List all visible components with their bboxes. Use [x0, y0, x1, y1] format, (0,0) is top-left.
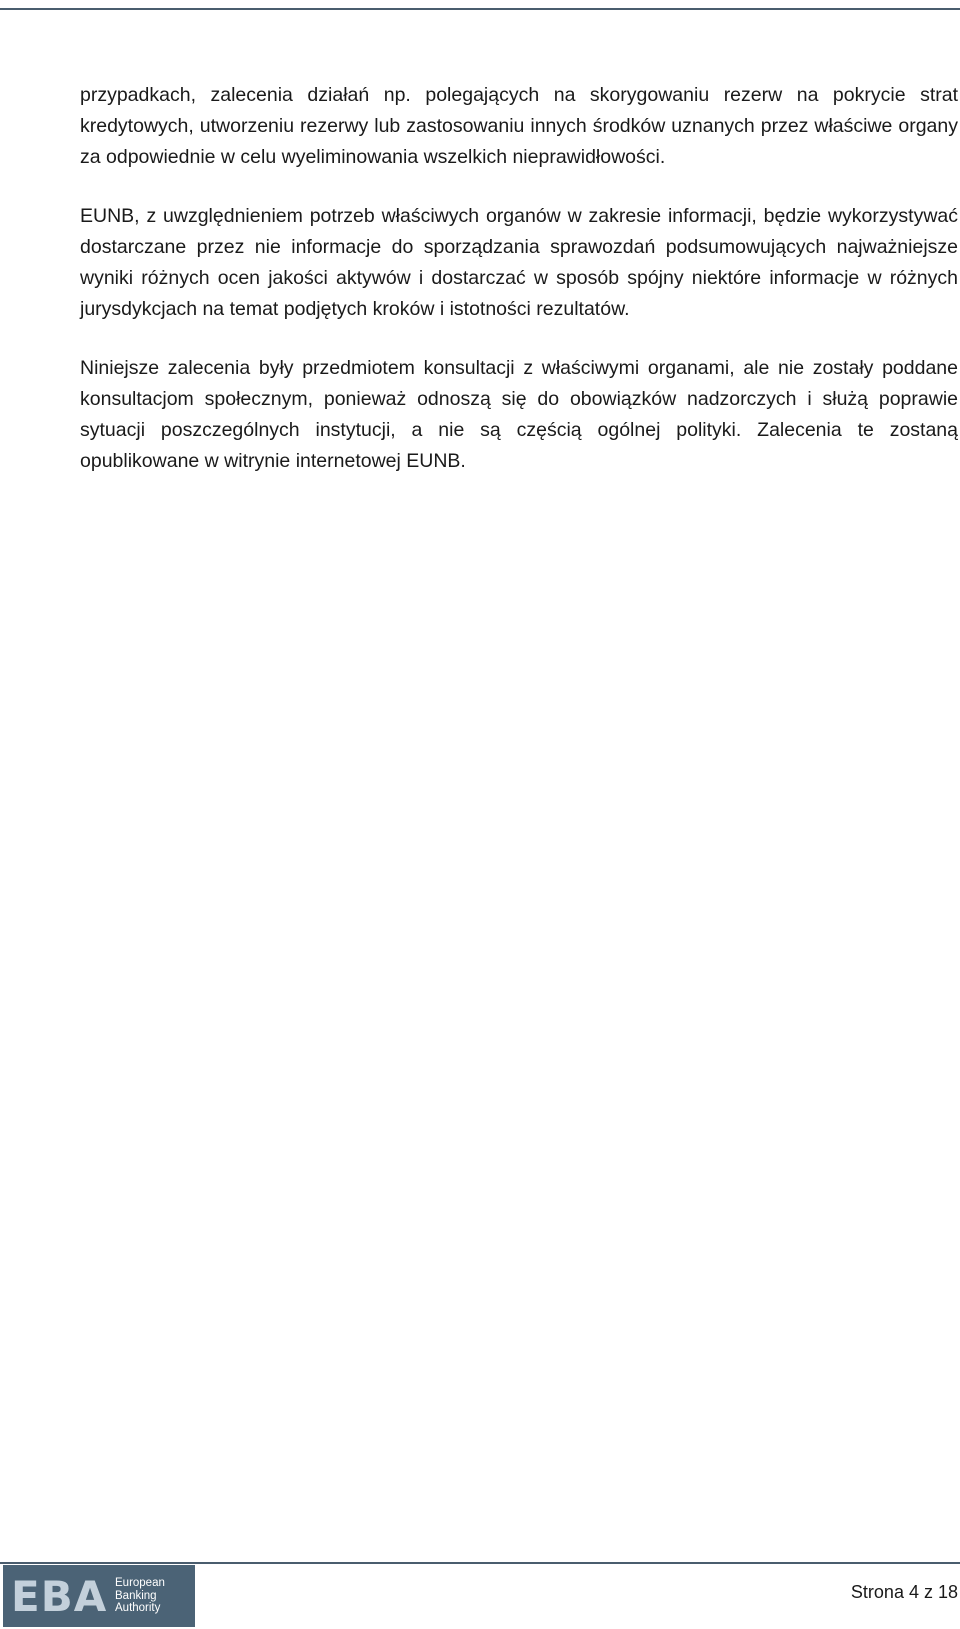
document-body: [80, 80, 958, 505]
page-number: Strona 4 z 18: [850, 1582, 958, 1602]
footer-rule: [0, 1562, 960, 1564]
eba-logo-wordmark: [115, 1577, 165, 1615]
eba-logo-letters: EBA: [11, 1571, 108, 1621]
paragraph-1: przypadkach, zalecenia działań np. polegających na skorygowaniu rezerw na pokrycie strat kredytowych, utworzeniu rezerwy lub zastosowaniu innych środków uznanych przez właściwe organy za odpowiednie w celu wyeliminowania wszelkich nieprawidłowości.: [80, 84, 958, 168]
header-rule: [0, 8, 960, 10]
eba-logo-line-1: European: [115, 1577, 165, 1590]
paragraph-3: Niniejsze zalecenia były przedmiotem konsultacji z właściwymi organami, ale nie zostały poddane konsultacjom społecznym, ponieważ odnoszą się do obowiązków nadzorczych i służą poprawie sytuacji poszczególnych instytucji, a nie są częścią ogólnej polityki. Zalecenia te zostaną opublikowane w witrynie internetowej EUNB.: [80, 357, 958, 472]
eba-logo-line-2: Banking: [115, 1589, 157, 1602]
eba-logo: [3, 1565, 195, 1627]
eba-logo-line-3: Authority: [115, 1602, 161, 1615]
paragraph-2: EUNB, z uwzględnieniem potrzeb właściwych organów w zakresie informacji, będzie wykorzystywać dostarczane przez nie informacje do sporządzania sprawozdań podsumowujących najważniejsze wyniki różnych ocen jakości aktywów i dostarczać w sposób spójny niektóre informacje w różnych jurysdykcjach na temat podjętych kroków i istotności rezultatów.: [80, 205, 958, 320]
